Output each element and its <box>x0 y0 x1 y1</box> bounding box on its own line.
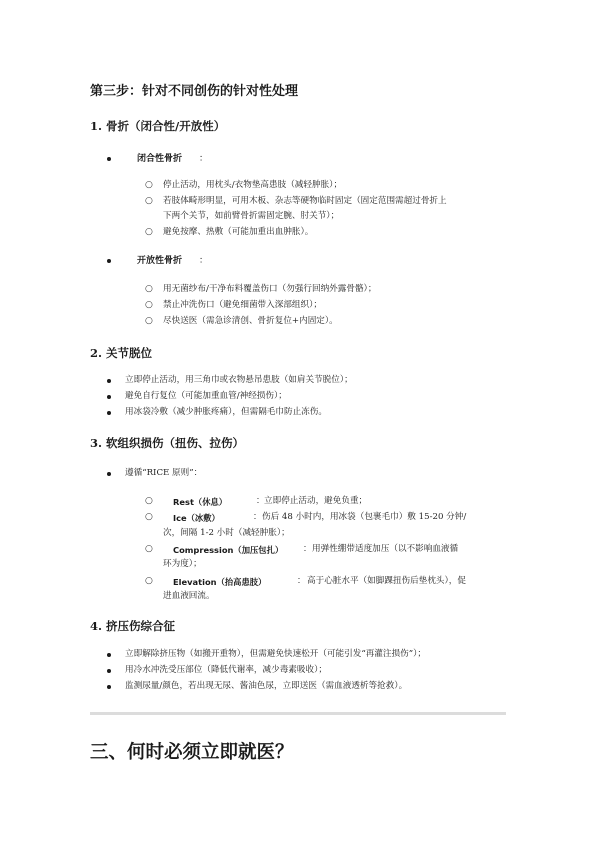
open-fracture-label: 开放性骨折 <box>137 256 183 266</box>
bullet-dot <box>107 685 111 689</box>
bullet-dot <box>107 259 111 263</box>
rice-compression-desc: 用弹性绷带适度加压（以不影响血液循 <box>312 544 459 554</box>
section-dislocation-heading: 2. 关节脱位 <box>90 346 153 360</box>
circle-bullet: ○ <box>145 284 153 294</box>
closed-item-1: 停止活动，用枕头/衣物垫高患肢（减轻肿胀）； <box>163 180 343 190</box>
circle-bullet: ○ <box>145 576 153 586</box>
bullet-dot <box>107 669 111 673</box>
rice-elevation-desc: 高于心脏水平（如脚踝扭伤后垫枕头），促 <box>307 576 466 586</box>
rice-elevation-term: Elevation（抬高患肢） <box>173 577 267 587</box>
bullet-dot <box>107 157 111 161</box>
closed-item-2-cont: 下两个关节，如前臂骨折需固定腕、肘关节）； <box>163 211 340 221</box>
bullet-dot <box>107 379 111 383</box>
bullet-dot <box>107 472 111 476</box>
open-item-2: 禁止冲洗伤口（避免细菌带入深部组织）； <box>163 300 322 310</box>
open-fracture-colon: ： <box>199 256 209 266</box>
dislocation-item-1: 立即停止活动，用三角巾或衣物悬吊患肢（如肩关节脱位）； <box>125 375 353 385</box>
rice-compression-sep: ： <box>303 544 312 554</box>
open-item-1: 用无菌纱布/干净布料覆盖伤口（勿强行回纳外露骨骼）； <box>163 284 377 294</box>
crush-item-3: 监测尿量/颜色，若出现无尿、酱油色尿，立即送医（需血液透析等抢救）。 <box>125 681 408 691</box>
step3-heading: 第三步：针对不同创伤的针对性处理 <box>90 84 299 99</box>
circle-bullet: ○ <box>145 196 153 206</box>
horizontal-divider <box>90 712 506 715</box>
rice-compression-term: Compression（加压包扎） <box>173 545 284 555</box>
rice-rest-desc: 立即停止活动，避免负重； <box>264 496 368 506</box>
circle-bullet: ○ <box>145 300 153 310</box>
section-fracture-heading: 1. 骨折（闭合性/开放性） <box>90 119 226 133</box>
section-three-heading: 三、何时必须立即就医？ <box>90 742 294 763</box>
rice-ice-desc-cont: 次，间隔 1-2 小时（减轻肿胀）； <box>163 528 290 538</box>
closed-item-2: 若肢体畸形明显，可用木板、杂志等硬物临时固定（固定范围需超过骨折上 <box>163 196 447 206</box>
rice-rest-term: Rest（休息） <box>173 497 228 507</box>
rice-compression-desc-cont: 环为度）； <box>163 559 202 569</box>
rice-intro: 遵循“RICE 原则”： <box>125 468 203 478</box>
section-crush-heading: 4. 挤压伤综合征 <box>90 619 176 633</box>
rice-ice-term: Ice（冰敷） <box>173 513 220 523</box>
crush-item-2: 用冷水冲洗受压部位（降低代谢率，减少毒素吸收）； <box>125 665 327 675</box>
circle-bullet: ○ <box>145 512 153 522</box>
circle-bullet: ○ <box>145 544 153 554</box>
crush-item-1: 立即解除挤压物（如搬开重物），但需避免快速松开（可能引发“再灌注损伤”）； <box>125 649 426 659</box>
closed-fracture-label: 闭合性骨折 <box>137 154 183 164</box>
circle-bullet: ○ <box>145 180 153 190</box>
open-item-3: 尽快送医（需急诊清创、骨折复位+内固定）。 <box>163 316 338 326</box>
dislocation-item-2: 避免自行复位（可能加重血管/神经损伤）； <box>125 391 287 401</box>
circle-bullet: ○ <box>145 496 153 506</box>
closed-fracture-colon: ： <box>199 154 209 164</box>
rice-ice-sep: ： <box>253 512 262 522</box>
rice-elevation-sep: ： <box>297 576 306 586</box>
circle-bullet: ○ <box>145 316 153 326</box>
rice-ice-desc: 伤后 48 小时内，用冰袋（包裹毛巾）敷 15-20 分钟/ <box>262 512 467 522</box>
closed-item-3: 避免按摩、热敷（可能加重出血肿胀）。 <box>163 227 314 237</box>
bullet-dot <box>107 653 111 657</box>
bullet-dot <box>107 411 111 415</box>
rice-rest-sep: ： <box>256 496 265 506</box>
section-soft-tissue-heading: 3. 软组织损伤（扭伤、拉伤） <box>90 436 245 450</box>
bullet-dot <box>107 395 111 399</box>
circle-bullet: ○ <box>145 227 153 237</box>
rice-elevation-desc-cont: 进血液回流。 <box>163 591 215 601</box>
dislocation-item-3: 用冰袋冷敷（减少肿胀疼痛），但需隔毛巾防止冻伤。 <box>125 407 327 417</box>
